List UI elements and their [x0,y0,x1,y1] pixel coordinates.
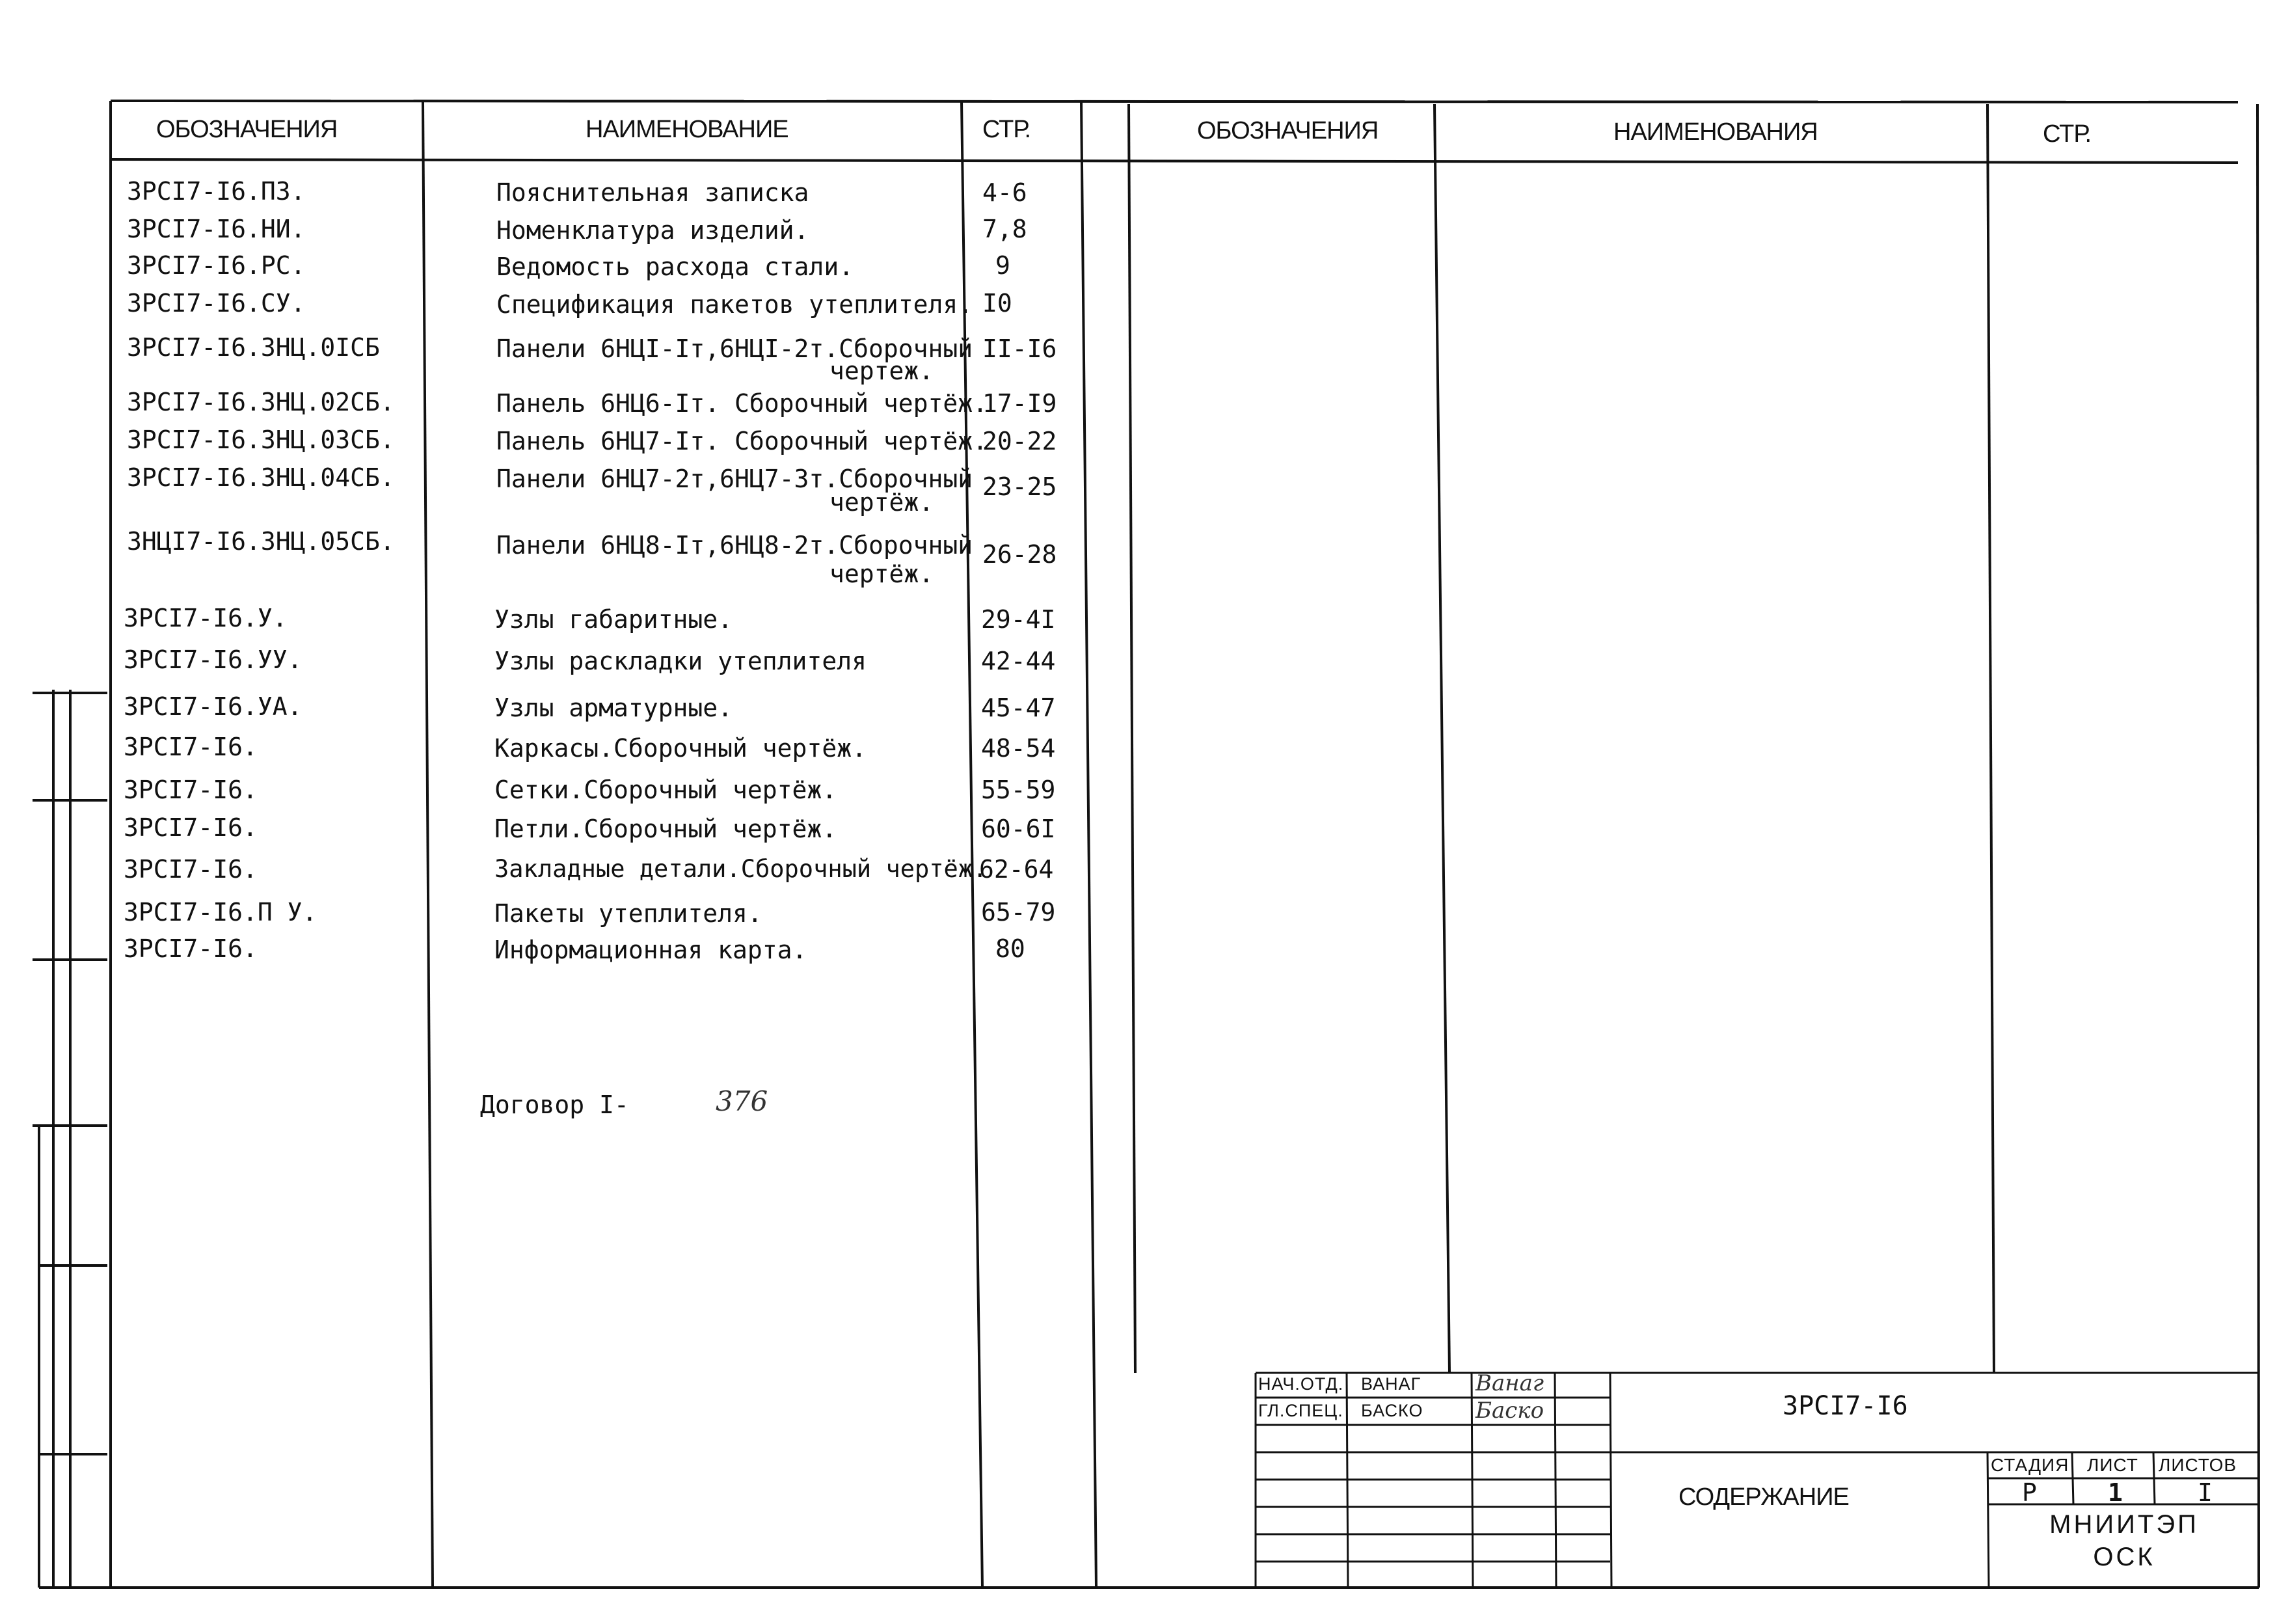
row-code: 3РСI7-I6. [124,855,258,884]
organization-name [1991,1508,2257,1573]
row-code: 3РСI7-I6.П У. [124,898,317,927]
row-name: Спецификация пакетов утеплителя. [496,290,973,319]
row-page: 42-44 [981,647,1056,675]
document-code: 3РСI7-I6 [1783,1391,1908,1421]
row-code: 3РСI7-I6. [124,934,258,963]
row-code: 3РСI7-I6. [124,733,258,761]
contract-number: 376 [716,1085,768,1117]
row-code: 3РСI7-I6.СУ. [127,289,306,318]
row-code: 3НЦI7-I6.3НЦ.05СБ. [127,527,395,556]
row-page: 48-54 [981,734,1056,763]
sheets-value: I [2198,1478,2213,1507]
row-code: 3РСI7-I6.РС. [127,251,306,280]
surname-vanag: ВАНАГ [1361,1374,1421,1394]
right-header-name: НАИМЕНОВАНИЯ [1613,118,1818,146]
left-header-page: СТР. [982,116,1031,143]
stage-value: Р [2022,1478,2037,1507]
row-name: Пояснительная записка [496,178,809,207]
row-name: Каркасы.Сборочный чертёж. [494,734,867,763]
row-code: 3РСI7-I6. [124,813,258,842]
role-chief-specialist: ГЛ.СПЕЦ. [1258,1401,1343,1420]
row-code: 3РСI7-I6.НИ. [127,215,306,243]
signature-basko: Баско [1475,1398,1544,1424]
row-name: Панели 6НЦ8-Iт,6НЦ8-2т.Сборочный [496,531,973,560]
left-header-name: НАИМЕНОВАНИЕ [586,116,788,143]
row-page: 65-79 [981,898,1056,927]
row-page: 80 [995,934,1025,963]
row-page: 20-22 [982,427,1057,455]
row-page: I0 [982,289,1012,318]
document-title: СОДЕРЖАНИЕ [1678,1483,1849,1511]
row-code: 3РСI7-I6.ПЗ. [127,177,306,206]
sheet-value: 1 [2108,1478,2123,1507]
organization-line-1: МНИИТЭП [2049,1510,2199,1539]
row-name: Номенклатура изделий. [496,216,809,245]
row-name: Панель 6НЦ6-Iт. Сборочный чертёж. [496,389,988,418]
row-page: 4-6 [982,178,1027,207]
right-header-designation: ОБОЗНАЧЕНИЯ [1197,117,1379,144]
row-code: 3РСI7-I6.УА. [124,692,303,721]
signature-vanag: Ванаг [1475,1370,1544,1396]
row-name: Узлы габаритные. [494,605,733,634]
row-page: 62-64 [979,855,1054,884]
row-page: 29-4I [981,605,1056,634]
row-name: Узлы арматурные. [494,694,733,722]
row-page: 23-25 [982,472,1057,501]
row-code: 3РСI7-I6. [124,776,258,804]
role-head-of-dept: НАЧ.ОТД. [1258,1374,1344,1394]
left-header-designation: ОБОЗНАЧЕНИЯ [156,116,338,143]
row-code: 3РСI7-I6.3НЦ.04СБ. [127,463,395,492]
row-name: Пакеты утеплителя. [494,899,762,928]
row-name: Информационная карта. [494,936,807,964]
row-page: 45-47 [981,694,1056,722]
row-code: 3РСI7-I6.УУ. [124,645,303,674]
row-page: 55-59 [981,776,1056,804]
row-name: Панель 6НЦ7-Iт. Сборочный чертёж. [496,427,988,455]
row-name: Ведомость расхода стали. [496,252,854,281]
contract-label: Договор I- [480,1090,629,1119]
row-page: 7,8 [982,215,1027,243]
row-name-continued: чертёж. [829,488,934,517]
row-code: 3РСI7-I6.3НЦ.02СБ. [127,388,395,416]
row-page: 9 [995,251,1010,280]
row-name-continued: чертёж. [829,560,934,588]
row-page: 60-6I [981,815,1056,843]
right-header-page: СТР. [2043,120,2092,148]
sheets-header: ЛИСТОВ [2159,1455,2237,1475]
row-code: 3РСI7-I6.3НЦ.0IСБ [127,333,380,362]
sheet-header: ЛИСТ [2087,1455,2138,1475]
row-name: Сетки.Сборочный чертёж. [494,776,837,804]
row-name: Панели 6НЦI-Iт,6НЦI-2т.Сборочный [496,334,973,363]
row-name: Панели 6НЦ7-2т,6НЦ7-3т.Сборочный [496,465,973,493]
surname-basko: БАСКО [1361,1401,1423,1420]
row-page: 26-28 [982,540,1057,569]
row-code: 3РСI7-I6.3НЦ.03СБ. [127,426,395,454]
row-name: Петли.Сборочный чертёж. [494,815,837,843]
stage-header: СТАДИЯ [1991,1455,2069,1475]
row-page: II-I6 [982,334,1057,363]
row-code: 3РСI7-I6.У. [124,604,288,632]
row-name: Закладные детали.Сборочный чертёж. [494,855,988,883]
organization-line-2: ОСК [2093,1543,2155,1571]
row-page: 17-I9 [982,389,1057,418]
row-name: Узлы раскладки утеплителя [494,647,867,675]
row-name-continued: чертеж. [829,357,934,385]
